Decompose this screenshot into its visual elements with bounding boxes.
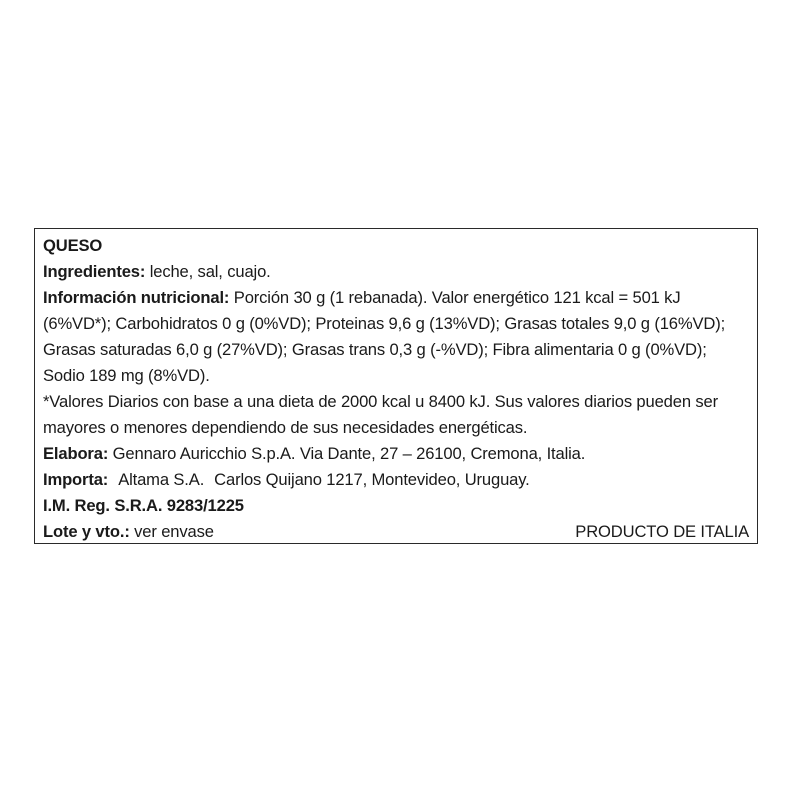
importer-line xyxy=(43,467,749,493)
lot-line xyxy=(43,519,214,545)
nutrition-text: Porción 30 g (1 rebanada). Valor energético 121 kcal = 501 kJ (6%VD*); Carbohidratos 0 g (0%VD); Proteinas 9,6 g (13%VD); Grasas totales 9,0 g (16%VD); Grasas saturadas 6,0 g (27%VD); Grasas trans 0,3 g (-%VD); Fibra alimentaria 0 g (0%VD); Sodio 189 mg (8%VD). xyxy=(43,288,726,385)
ingredients-line xyxy=(43,259,749,285)
manufacturer-line xyxy=(43,441,749,467)
ingredients-heading: Ingredientes: xyxy=(43,262,146,281)
daily-values-note: *Valores Diarios con base a una dieta de 2000 kcal u 8400 kJ. Sus valores diarios pueden ser mayores o menores dependiendo de sus necesidades energéticas. xyxy=(43,392,718,437)
lot-heading: Lote y vto.: xyxy=(43,522,130,541)
nutrition-heading: Información nutricional: xyxy=(43,288,230,307)
lot-text: ver envase xyxy=(129,522,214,541)
lot-origin-row xyxy=(43,519,749,545)
ingredients-text: leche, sal, cuajo. xyxy=(145,262,271,281)
product-name: QUESO xyxy=(43,236,103,255)
registration-number: I.M. Reg. S.R.A. 9283/1225 xyxy=(43,496,244,515)
importer-heading: Importa: xyxy=(43,470,109,489)
importer-address: Carlos Quijano 1217, Montevideo, Uruguay. xyxy=(214,470,530,489)
nutrition-label-box xyxy=(34,228,758,544)
origin-text: PRODUCTO DE ITALIA xyxy=(575,522,749,541)
manufacturer-heading: Elabora: xyxy=(43,444,109,463)
importer-name: Altama S.A. xyxy=(118,470,205,489)
nutrition-info xyxy=(43,285,749,389)
manufacturer-text: Gennaro Auricchio S.p.A. Via Dante, 27 – 26100, Cremona, Italia. xyxy=(108,444,586,463)
